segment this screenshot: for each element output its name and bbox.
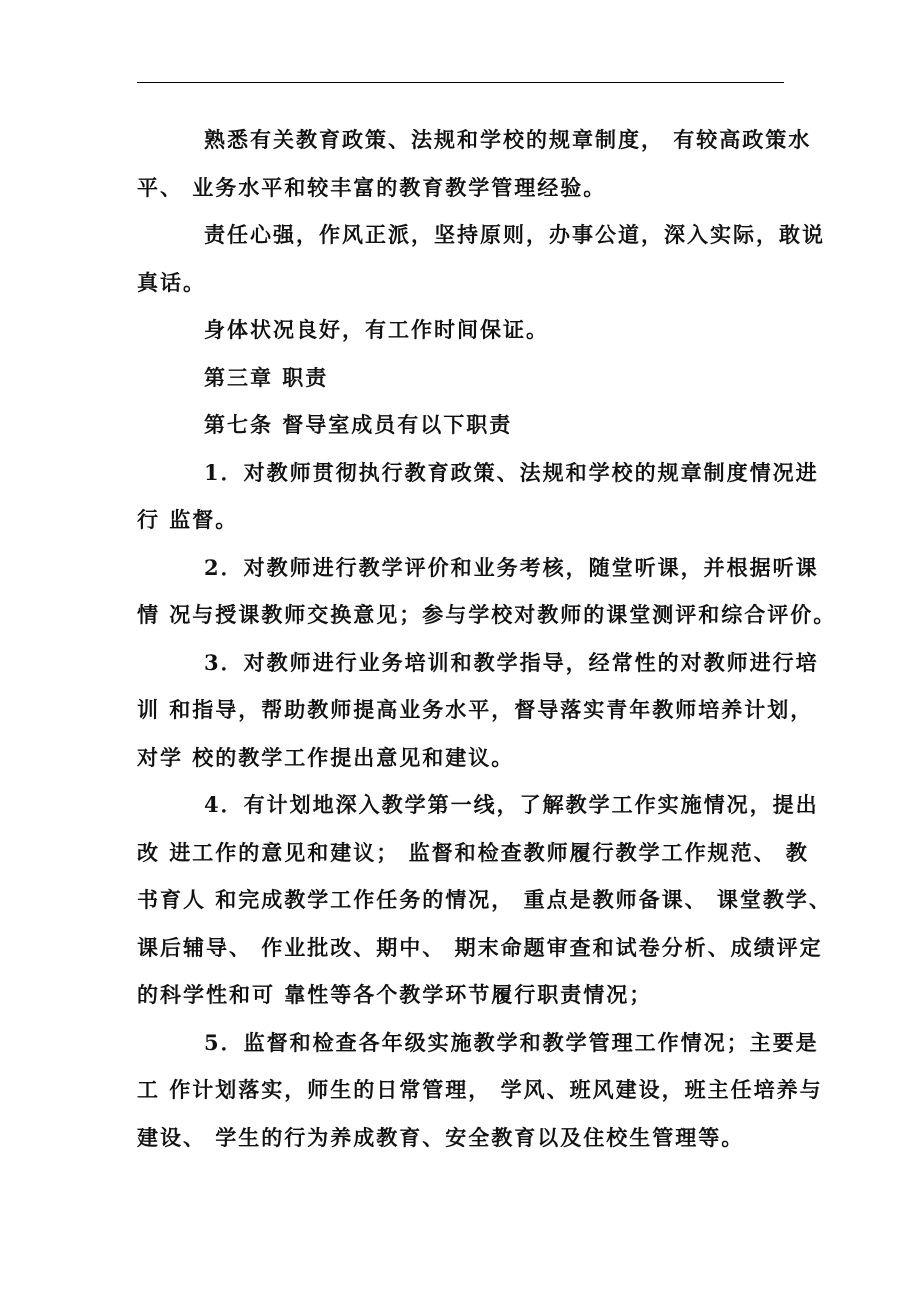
text-line: 建设、 学生的行为养成教育、安全教育以及住校生管理等。 xyxy=(137,1124,745,1150)
text-line: 情 况与授课教师交换意见；参与学校对教师的课堂测评和综合评价。 xyxy=(137,602,837,627)
text-line: 5．监督和检查各年级实施教学和教学管理工作情况；主要是 xyxy=(204,1029,819,1055)
text-line: 责任心强，作风正派，坚持原则，办事公道，深入实际，敢说 xyxy=(204,222,825,247)
document-body xyxy=(137,116,837,1161)
text-line: 行 监督。 xyxy=(137,507,239,532)
text-line: 课后辅导、 作业批改、期中、 期末命题审查和试卷分析、成绩评定 xyxy=(137,934,823,960)
text-line: 平、 业务水平和较丰富的教育教学管理经验。 xyxy=(137,174,607,200)
text-line: 的科学性和可 靠性等各个教学环节履行职责情况； xyxy=(137,982,653,1007)
text-line: 工 作计划落实，师生的日常管理， 学风、班风建设，班主任培养与 xyxy=(137,1077,823,1102)
header-rule xyxy=(137,82,784,83)
text-line: 4．有计划地深入教学第一线，了解教学工作实施情况，提出 xyxy=(204,792,819,817)
text-line: 3．对教师进行业务培训和教学指导，经常性的对教师进行培 xyxy=(204,649,819,675)
text-line: 对学 校的教学工作提出意见和建议。 xyxy=(137,744,515,770)
text-line: 真话。 xyxy=(137,269,206,295)
text-line: 训 和指导，帮助教师提高业务水平，督导落实青年教师培养计划， xyxy=(137,697,814,722)
text-line: 2．对教师进行教学评价和业务考核，随堂听课，并根据听课 xyxy=(204,554,819,580)
text-line: 1．对教师贯彻执行教育政策、法规和学校的规章制度情况进 xyxy=(204,459,819,485)
text-line: 书育人 和完成教学工作任务的情况， 重点是教师备课、 课堂教学、 xyxy=(137,887,832,912)
text-line: 第三章 职责 xyxy=(204,364,329,390)
text-line: 身体状况良好，有工作时间保证。 xyxy=(204,317,549,342)
text-line: 熟悉有关教育政策、法规和学校的规章制度， 有较高政策水 xyxy=(204,127,812,152)
text-line: 改 进工作的意见和建议； 监督和检查教师履行教学工作规范、 教 xyxy=(137,839,809,865)
text-line: 第七条 督导室成员有以下职责 xyxy=(204,412,513,437)
